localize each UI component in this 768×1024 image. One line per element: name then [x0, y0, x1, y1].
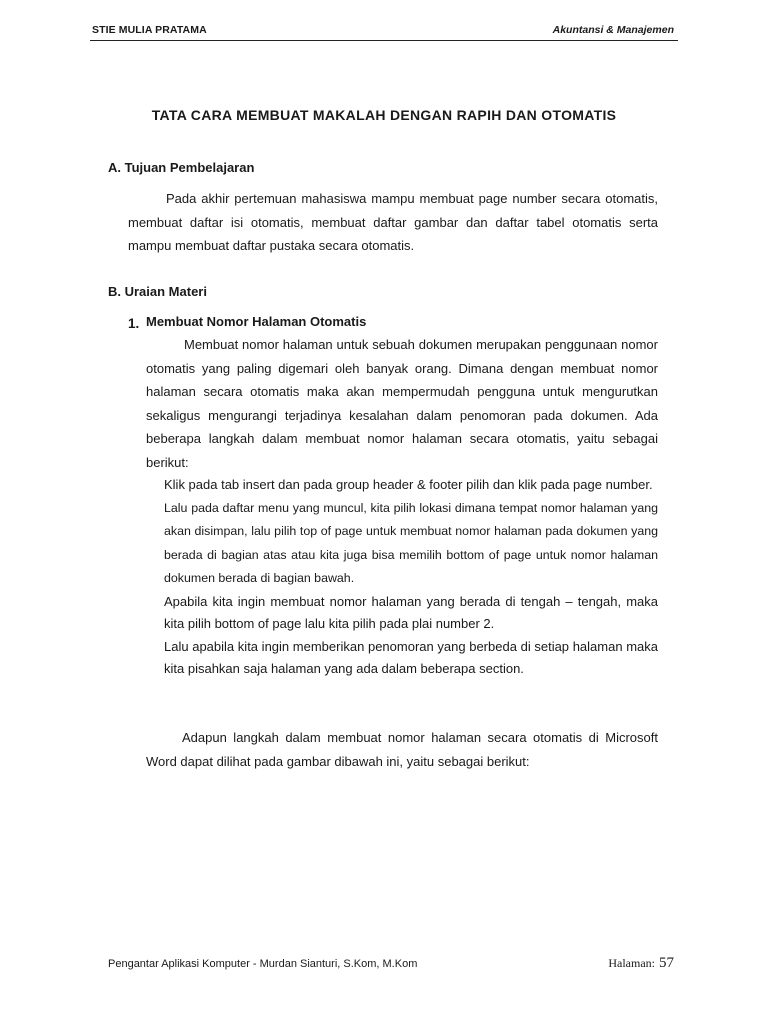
footer-page: [608, 954, 674, 972]
list-item: Klik pada tab insert dan pada group header & footer pilih dan klik pada page number.: [164, 477, 653, 492]
header-divider: [90, 40, 678, 41]
closing-paragraph: Adapun langkah dalam membuat nomor halaman secara otomatis di Microsoft Word dapat dilihat pada gambar dibawah ini, yaitu sebagai berikut:: [146, 730, 658, 769]
subsection-number: 1.: [128, 316, 140, 331]
page-label: Halaman:: [608, 956, 655, 970]
section-a-heading: A. Tujuan Pembelajaran: [108, 160, 255, 175]
page-number: 57: [659, 955, 674, 971]
list-item: Lalu apabila kita ingin memberikan penomoran yang berbeda di setiap halaman maka kita pisahkan saja halaman yang ada dalam beberapa section.: [164, 638, 658, 676]
header-department: Akuntansi & Manajemen: [552, 24, 674, 36]
header-institution: STIE MULIA PRATAMA: [92, 24, 207, 36]
steps-list: [164, 474, 658, 681]
subsection-title: Membuat Nomor Halaman Otomatis: [146, 314, 367, 329]
footer-author: Pengantar Aplikasi Komputer - Murdan Sianturi, S.Kom, M.Kom: [108, 958, 418, 970]
section-b-heading: B. Uraian Materi: [108, 284, 207, 299]
list-item: Lalu pada daftar menu yang muncul, kita pilih lokasi dimana tempat nomor halaman yang akan disimpan, lalu pilih top of page untuk membuat nomor halaman pada dokumen yang berada di bagian atas atau kita juga bisa memilih bottom of page untuk nomor halaman dokumen berada di bagian bawah.: [164, 500, 658, 585]
subsection-paragraph: Membuat nomor halaman untuk sebuah dokumen merupakan penggunaan nomor otomatis yang paling digemari oleh banyak orang. Dimana dengan membuat nomor halaman secara otomatis maka akan mempermudah pengguna untuk mengurutkan sekaligus mengurangi terjadinya kesalahan dalam penomoran pada dokumen. Ada beberapa langkah dalam membuat nomor halaman secara otomatis, yaitu sebagai berikut:: [146, 337, 658, 470]
document-title: TATA CARA MEMBUAT MAKALAH DENGAN RAPIH DAN OTOMATIS: [151, 107, 617, 123]
section-a-paragraph: Pada akhir pertemuan mahasiswa mampu membuat page number secara otomatis, membuat daftar isi otomatis, membuat daftar gambar dan daftar tabel otomatis serta mampu membuat daftar pustaka secara otomatis.: [128, 191, 658, 253]
list-item: Apabila kita ingin membuat nomor halaman yang berada di tengah – tengah, maka kita pilih bottom of page lalu kita pilih pada plai number 2.: [164, 593, 658, 631]
